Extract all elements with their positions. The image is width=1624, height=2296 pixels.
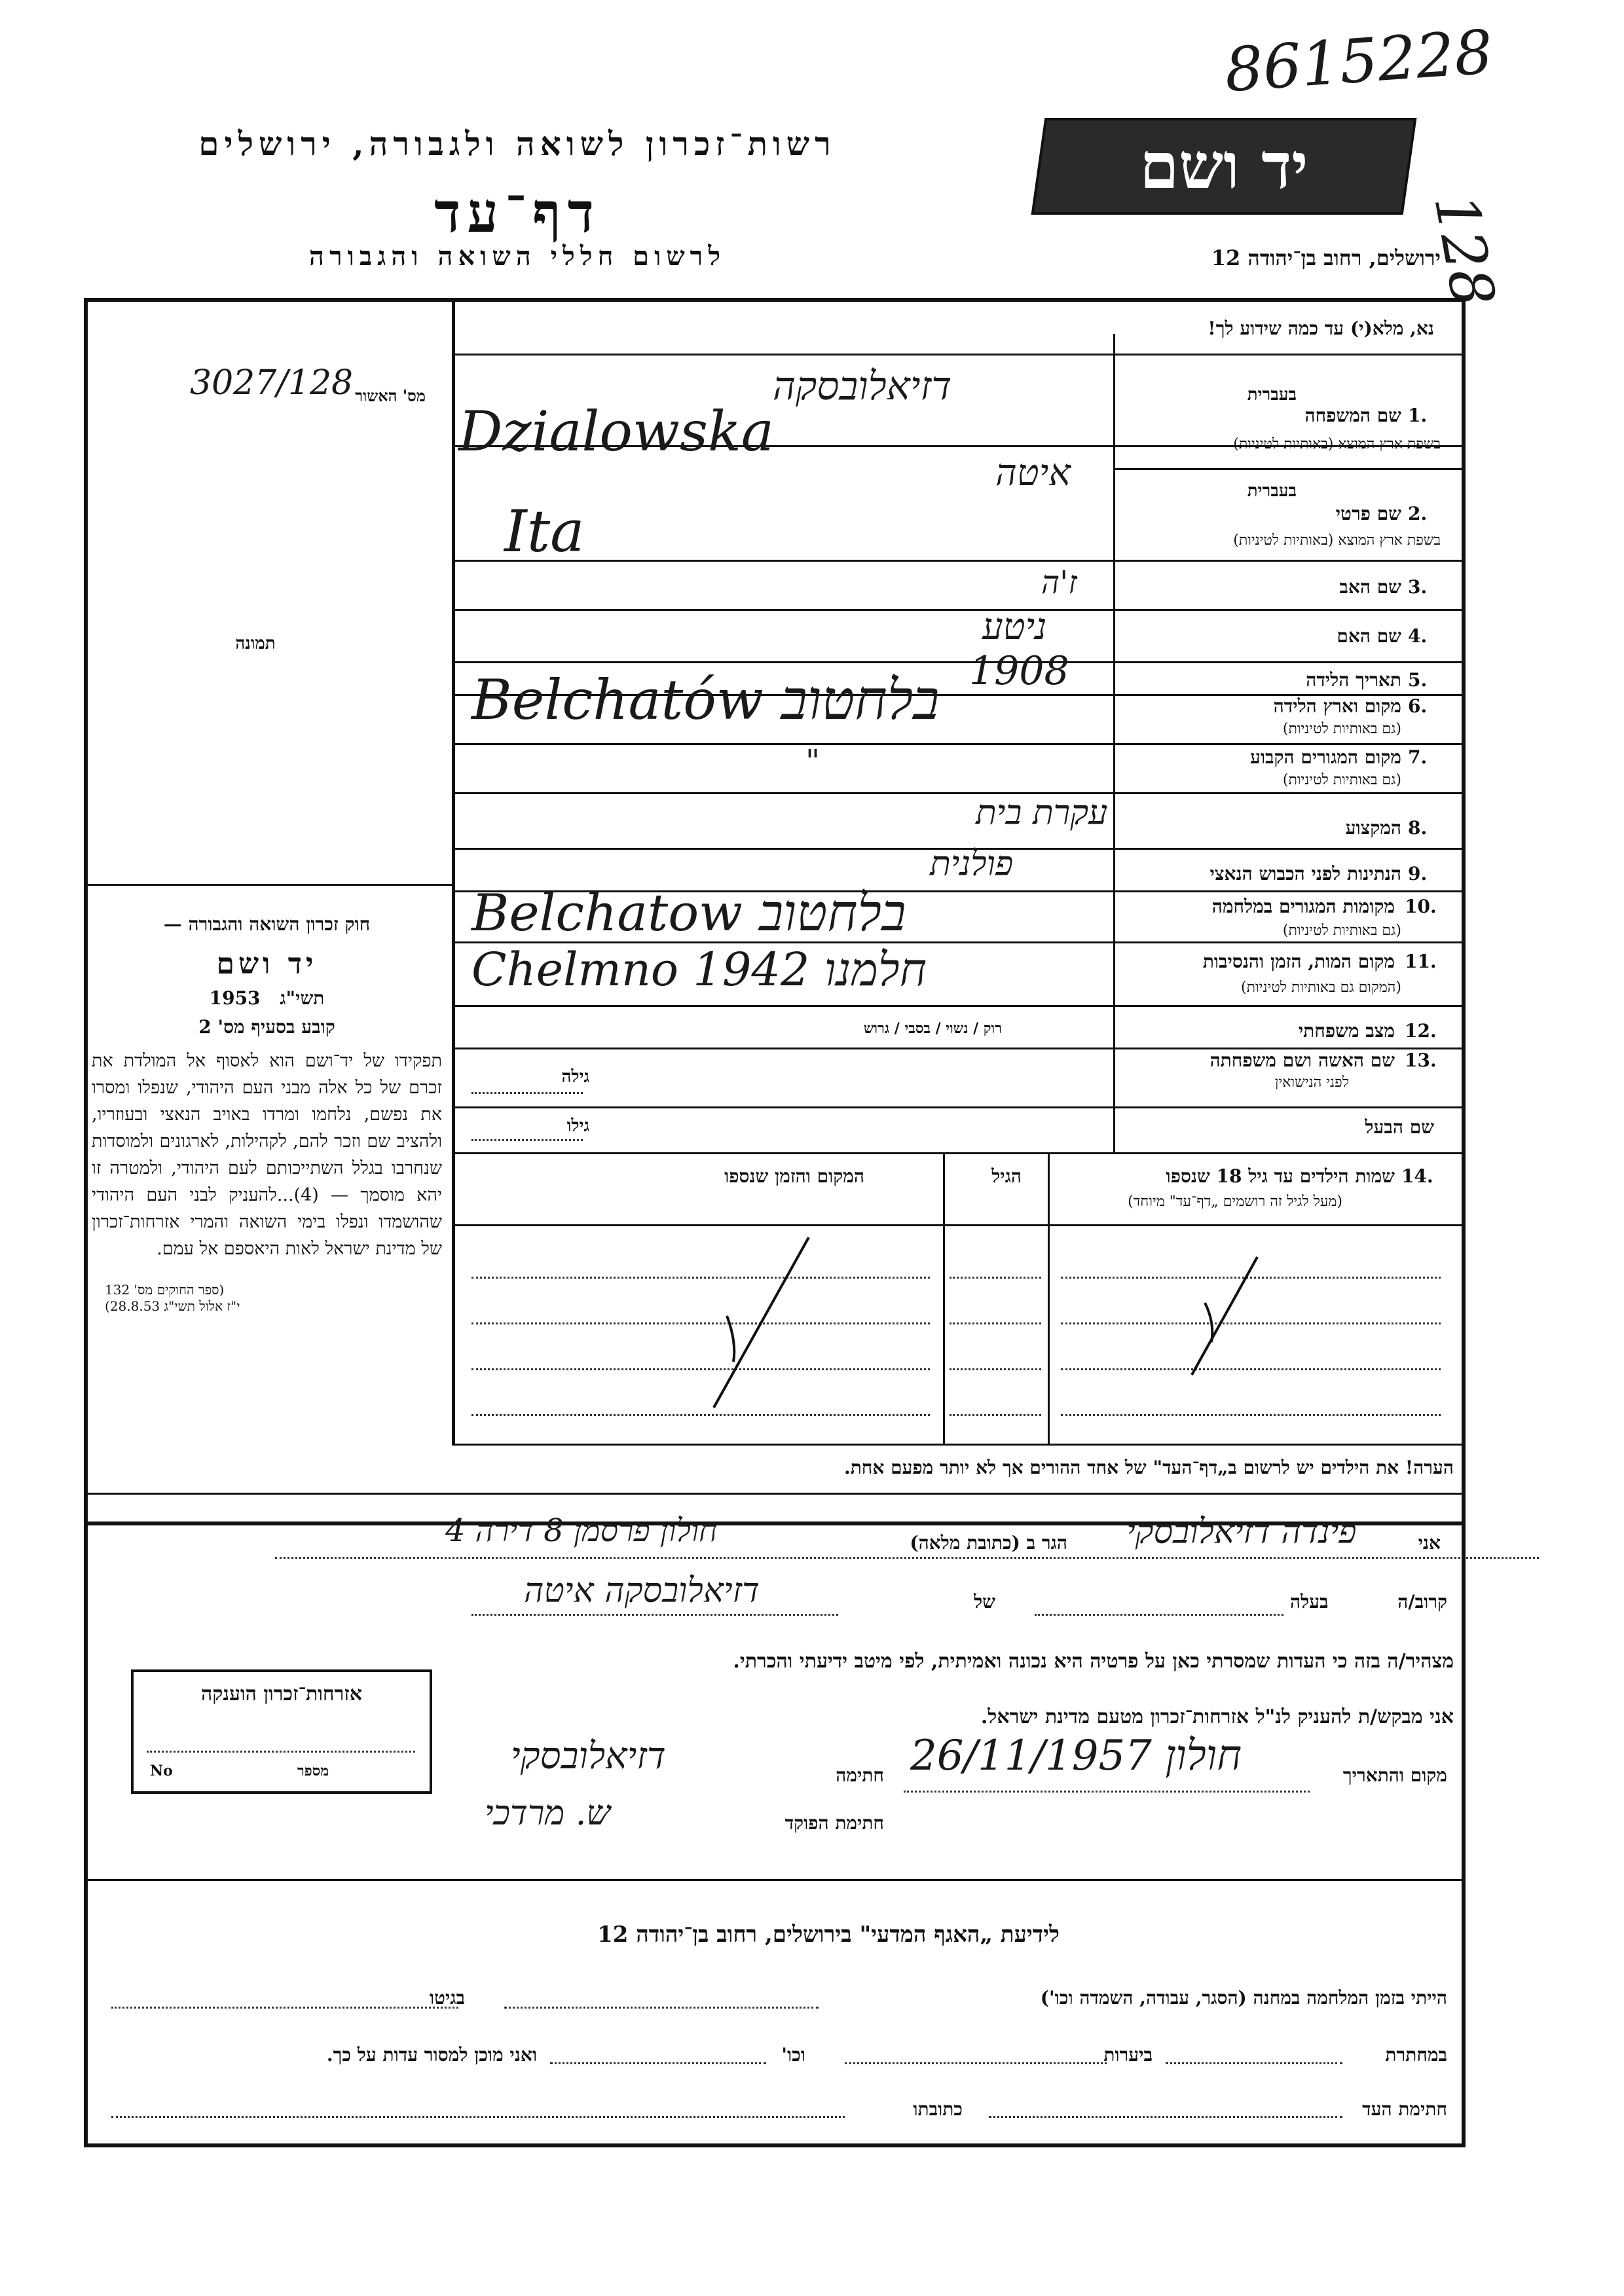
field-2-label: שם פרטי [1335, 503, 1401, 524]
field-2-value-hebrew: איטה [995, 452, 1071, 494]
field-1-sub: בשפת ארץ המוצא (באותיות לטיניות) [1233, 436, 1441, 452]
field-4-num: 4. [1408, 625, 1428, 647]
field-11-num: 11. [1405, 951, 1437, 972]
form-title: דף־עד [434, 180, 600, 245]
field-8-value: עקרת בית [976, 793, 1108, 833]
field-7-sub: (גם באותיות לטיניות) [1282, 772, 1401, 788]
field-5-value: 1908 [969, 648, 1069, 694]
field-9-num: 9. [1408, 863, 1428, 884]
decl-of-label: של [974, 1591, 995, 1613]
field-8-label: המקצוע [1345, 817, 1401, 839]
field-10-num: 10. [1405, 896, 1437, 917]
field-2-num: 2. [1408, 503, 1428, 524]
field-11-sub: (המקום גם באותיות לטיניות) [1241, 979, 1401, 996]
decl-relation-label: קרוב/ה [1397, 1591, 1447, 1613]
field-3-num: 3. [1408, 576, 1428, 598]
decl-relation-value: בעלה [1290, 1591, 1329, 1613]
margin-number: 128 [1420, 189, 1508, 312]
field-1-hebrew-hint: בעברית [1247, 385, 1297, 405]
field-1-value-latin: Dzialowska [458, 399, 774, 464]
field-7-label: מקום המגורים הקבוע [1250, 746, 1401, 768]
field-9-value: פולנית [930, 845, 1014, 884]
field-2-value-latin: Ita [504, 498, 585, 565]
decl-lives-in: הגר ב (כתובת מלאה) [910, 1532, 1067, 1554]
bottom-line2-a: במחתרת [1385, 2044, 1447, 2066]
law-name: יד ושם [216, 947, 318, 981]
field-6-sub: (גם באותיות לטיניות) [1282, 721, 1401, 737]
bottom-line2-c: וכו' [781, 2044, 805, 2066]
field-10-value: Belchatow בלחטוב [471, 884, 906, 943]
decl-place-date-value: חולון 26/11/1957 [910, 1732, 1242, 1780]
form-subtitle: לרשום חללי השואה והגבורה [308, 241, 726, 272]
field-3-value: ז'ה [1041, 564, 1077, 601]
bottom-line3-b: כתובתו [913, 2098, 963, 2120]
citizenship-number: מספר [297, 1762, 329, 1779]
field-5-num: 5. [1408, 669, 1428, 691]
field-6-num: 6. [1408, 695, 1428, 717]
field-7-num: 7. [1408, 746, 1428, 768]
field-1-label: שם המשפחה [1304, 405, 1401, 426]
decl-official-value: ש. מרדכי [485, 1794, 611, 1833]
decl-official-label: חתימת הפוקד [784, 1812, 884, 1834]
yad-vashem-logo [1031, 118, 1417, 215]
field-6-value: Belchatów בלחטוב [471, 668, 940, 732]
field-1-num: 1. [1408, 405, 1428, 426]
field-12-num: 12. [1405, 1020, 1437, 1042]
field-7-value: " [805, 743, 821, 780]
field-2-hebrew-hint: בעברית [1247, 481, 1297, 501]
photo-label: תמונה [235, 634, 276, 653]
field-10-label: מקומות המגורים במלחמה [1211, 896, 1395, 917]
field-12-label: מצב משפחתי [1298, 1020, 1395, 1042]
registration-label: מס' האשור [355, 386, 426, 405]
field-11-label: מקום המות, הזמן והנסיבות [1202, 951, 1395, 972]
law-year-row [92, 987, 442, 1010]
field-4-label: שם האם [1337, 625, 1401, 647]
field-13-num: 13. [1405, 1049, 1437, 1071]
law-title: חוק זכרון השואה והגבורה — [163, 913, 371, 935]
note: הערה! את הילדים יש לרשום ב„דף־העד" של אחד ההורים אך לא יותר מפעם אחת. [843, 1457, 1454, 1478]
field-9-label: הנתינות לפני הכבוש הנאצי [1209, 863, 1401, 884]
field-6-label: מקום וארץ הלידה [1273, 695, 1401, 717]
law-text: תפקידו של יד־ושם הוא לאסוף אל המולדת את זכרם של כל אלה מבני העם היהודי, שנפלו ומסרו את נפשם, נלחמו ומרדו באויב הנאצי ובעוזריו, ולהציב שם וזכר להם, לקהילות, לארגונים ולמוסדות שנחרבו בגלל השתייכותם לעם היהודי, ולמטרה זו יהא מוסמך — (4)...להעניק לבני העם היהודי שהושמדו ונפלו בימי השואה והמרי אזרחות־זכרון של מדינת ישראל לאות היאספם אל עמם. [92, 1051, 442, 1259]
archive-number: 8615228 [1222, 16, 1495, 106]
bottom-line2-b: ביערות [1103, 2044, 1153, 2066]
registration-value: 3027/128 [190, 363, 354, 403]
field-13-extra: גילה [561, 1067, 589, 1087]
decl-statement: מצהיר/ה בזה כי העדות שמסרתי כאן על פרטיה היא נכונה ואמיתית, לפי מיטב ידיעתי והכרתי. [733, 1650, 1454, 1673]
children-num: 14. [1401, 1165, 1433, 1187]
decl-signature-value: דזיאלובסקי [511, 1735, 666, 1777]
field-13-sub: לפני הנישואין [1274, 1074, 1349, 1091]
field-12-options: רוק / נשוי / בסבי / גרוש [863, 1020, 1002, 1037]
children-col-age: הגיל [991, 1165, 1022, 1187]
decl-ani: אני [1418, 1532, 1441, 1554]
law-year: 1953 [209, 987, 261, 1009]
decl-place-date-label: מקום והתאריך [1342, 1764, 1447, 1786]
husband-extra: גילו [566, 1116, 589, 1136]
logo-text: יד ושם [1139, 129, 1308, 203]
children-sub: (מעל לגיל זה רושמים „דף־עד" מיוחד) [1128, 1194, 1342, 1210]
field-4-value: ניטע [982, 606, 1047, 648]
citizenship-title: אזרחות־זכרון הוענקה [200, 1683, 363, 1705]
law-footnote-2: י"ז אלול תשי"ג 28.8.53) [105, 1298, 240, 1314]
bottom-notice: לידיעת „האגף המדעי" בירושלים, רחוב בן־יהודה 12 [597, 1922, 1060, 1948]
field-10-sub: (גם באותיות לטיניות) [1282, 922, 1401, 939]
decl-signature-label: חתימה [836, 1764, 884, 1786]
field-3-label: שם האב [1339, 576, 1401, 598]
field-11-value: Chelmno 1942 חלמנו [471, 943, 927, 996]
field-8-num: 8. [1408, 817, 1428, 839]
decl-ani-value: פינדה דזיאלובסקי [1126, 1512, 1357, 1552]
citizenship-no: No [150, 1762, 173, 1779]
bottom-line1-a: הייתי בזמן המלחמה במחנה (הסגר, עבודה, השמדה וכו') [1040, 1987, 1447, 2009]
law-year-hebrew: תשי"ג [280, 987, 325, 1009]
decl-address-value: חולון פרסמן 8 דירה 4 [445, 1512, 718, 1549]
law-box [92, 913, 442, 1315]
bottom-line3-a: חתימת העד [1362, 2098, 1447, 2120]
law-clause: קובע בסעיף מס' 2 [198, 1016, 335, 1038]
children-col-place: המקום והזמן שנספו [724, 1165, 864, 1187]
field-2-sub: בשפת ארץ המוצא (באותיות לטיניות) [1233, 532, 1441, 549]
bottom-line2-d: ואני מוכן למסור עדות על כך. [326, 2044, 537, 2066]
org-line: רשות־זכרון לשואה ולגבורה, ירושלים [198, 124, 836, 163]
strike-marks [655, 1231, 1375, 1414]
field-13-label: שם האשה ושם משפחתה [1209, 1049, 1395, 1071]
decl-of-value: דזיאלובסקה איטה [524, 1571, 760, 1611]
husband-label: שם הבעל [1365, 1116, 1434, 1138]
law-footnote-1: (ספר החוקים מס' 132 [105, 1282, 225, 1298]
header-address: ירושלים, רחוב בן־יהודה 12 [1211, 246, 1441, 270]
decl-request: אני מבקש/ת להעניק לנ"ל אזרחות־זכרון מטעם מדינת ישראל. [980, 1705, 1454, 1728]
field-1-value-hebrew: דזיאלובסקה [773, 363, 952, 409]
children-label: שמות הילדים עד גיל 18 שנספו [1166, 1165, 1395, 1187]
instructions: נא, מלא(י) עד כמה שידוע לך! [1208, 318, 1434, 339]
bottom-frame [84, 1493, 1466, 2147]
bottom-line1-b: בגיטו [429, 1987, 465, 2009]
field-5-label: תאריך הלידה [1306, 669, 1401, 691]
